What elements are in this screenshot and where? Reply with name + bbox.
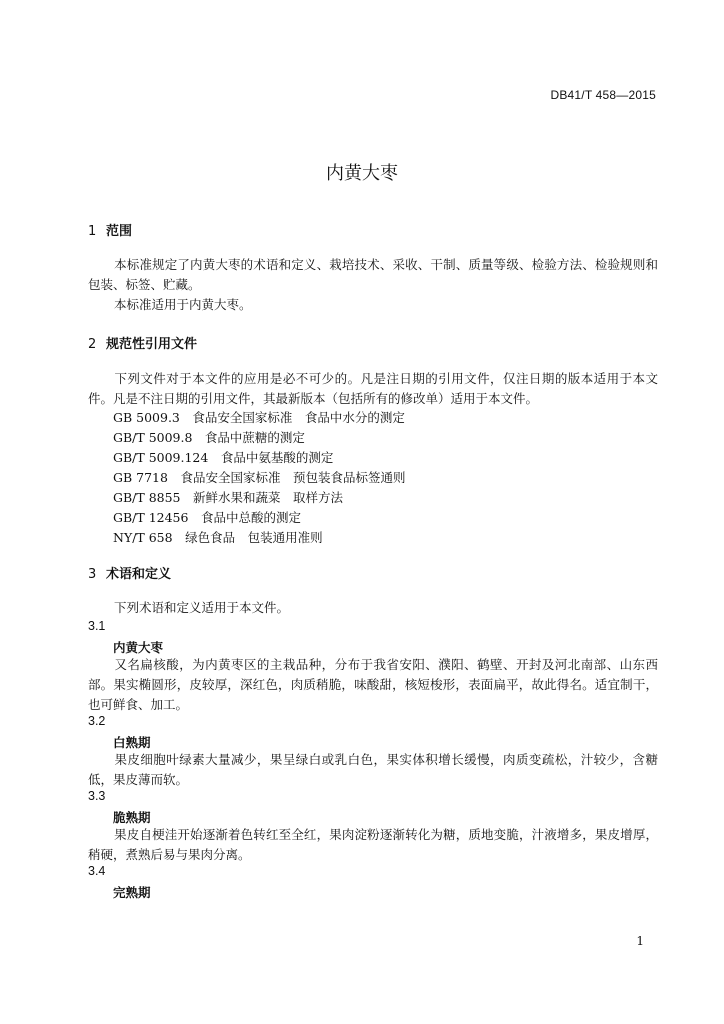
terms-intro: 下列术语和定义适用于本文件。 [114, 600, 290, 615]
standard-code: DB41/T 458—2015 [550, 88, 656, 102]
reference-item: GB 7718 食品安全国家标准 预包装食品标签通则 [113, 470, 406, 485]
term-definition: 果皮自梗洼开始逐渐着色转红至全红，果肉淀粉逐渐转化为糖，质地变脆，汁液增多，果皮增厚，稍硬，煮熟后易与果肉分离。 [88, 827, 658, 862]
reference-item: NY/T 658 绿色食品 包装通用准则 [113, 530, 323, 545]
document-title: 内黄大枣 [326, 163, 398, 184]
page-number: 1 [636, 934, 644, 948]
reference-item: GB/T 5009.124 食品中氨基酸的测定 [113, 450, 334, 465]
reference-item: GB/T 5009.8 食品中蔗糖的测定 [113, 430, 305, 445]
section-heading-normative-references [88, 333, 197, 352]
reference-item: GB/T 8855 新鲜水果和蔬菜 取样方法 [113, 490, 344, 505]
section-title: 范围 [106, 224, 133, 239]
reference-item: GB/T 12456 食品中总酸的测定 [113, 510, 301, 525]
section-number: 1 [88, 224, 97, 239]
term-number: 3.3 [88, 789, 106, 803]
term-number: 3.2 [88, 714, 106, 728]
term-name: 内黄大枣 [113, 640, 164, 655]
section-title: 术语和定义 [106, 567, 172, 582]
term-name: 白熟期 [113, 735, 151, 750]
term-name: 完熟期 [113, 885, 151, 900]
scope-paragraph-1: 本标准规定了内黄大枣的术语和定义、栽培技术、采收、干制、质量等级、检验方法、检验规则和包装、标签、贮藏。 [88, 257, 658, 292]
section-title: 规范性引用文件 [106, 337, 198, 352]
section-heading-terms-definitions [88, 563, 171, 582]
reference-item: GB 5009.3 食品安全国家标准 食品中水分的测定 [113, 410, 405, 425]
scope-paragraph-2: 本标准适用于内黄大枣。 [114, 297, 252, 312]
term-name: 脆熟期 [113, 810, 151, 825]
section-number: 2 [88, 337, 97, 352]
section-heading-scope [88, 220, 132, 239]
references-intro: 下列文件对于本文件的应用是必不可少的。凡是注日期的引用文件，仅注日期的版本适用于本文件。凡是不注日期的引用文件，其最新版本（包括所有的修改单）适用于本文件。 [88, 371, 658, 406]
section-number: 3 [88, 567, 97, 582]
term-number: 3.4 [88, 864, 106, 878]
term-number: 3.1 [88, 619, 106, 633]
term-definition: 又名扁核酸，为内黄枣区的主栽品种，分布于我省安阳、濮阳、鹤壁、开封及河北南部、山东西部。果实椭圆形，皮较厚，深红色，肉质稍脆，味酸甜，核短梭形，表面扁平，故此得名。适宜制干，也可鲜食、加工。 [88, 657, 658, 712]
term-definition: 果皮细胞叶绿素大量减少，果呈绿白或乳白色，果实体积增长缓慢，肉质变疏松，汁较少，含糖低，果皮薄而软。 [88, 752, 658, 787]
